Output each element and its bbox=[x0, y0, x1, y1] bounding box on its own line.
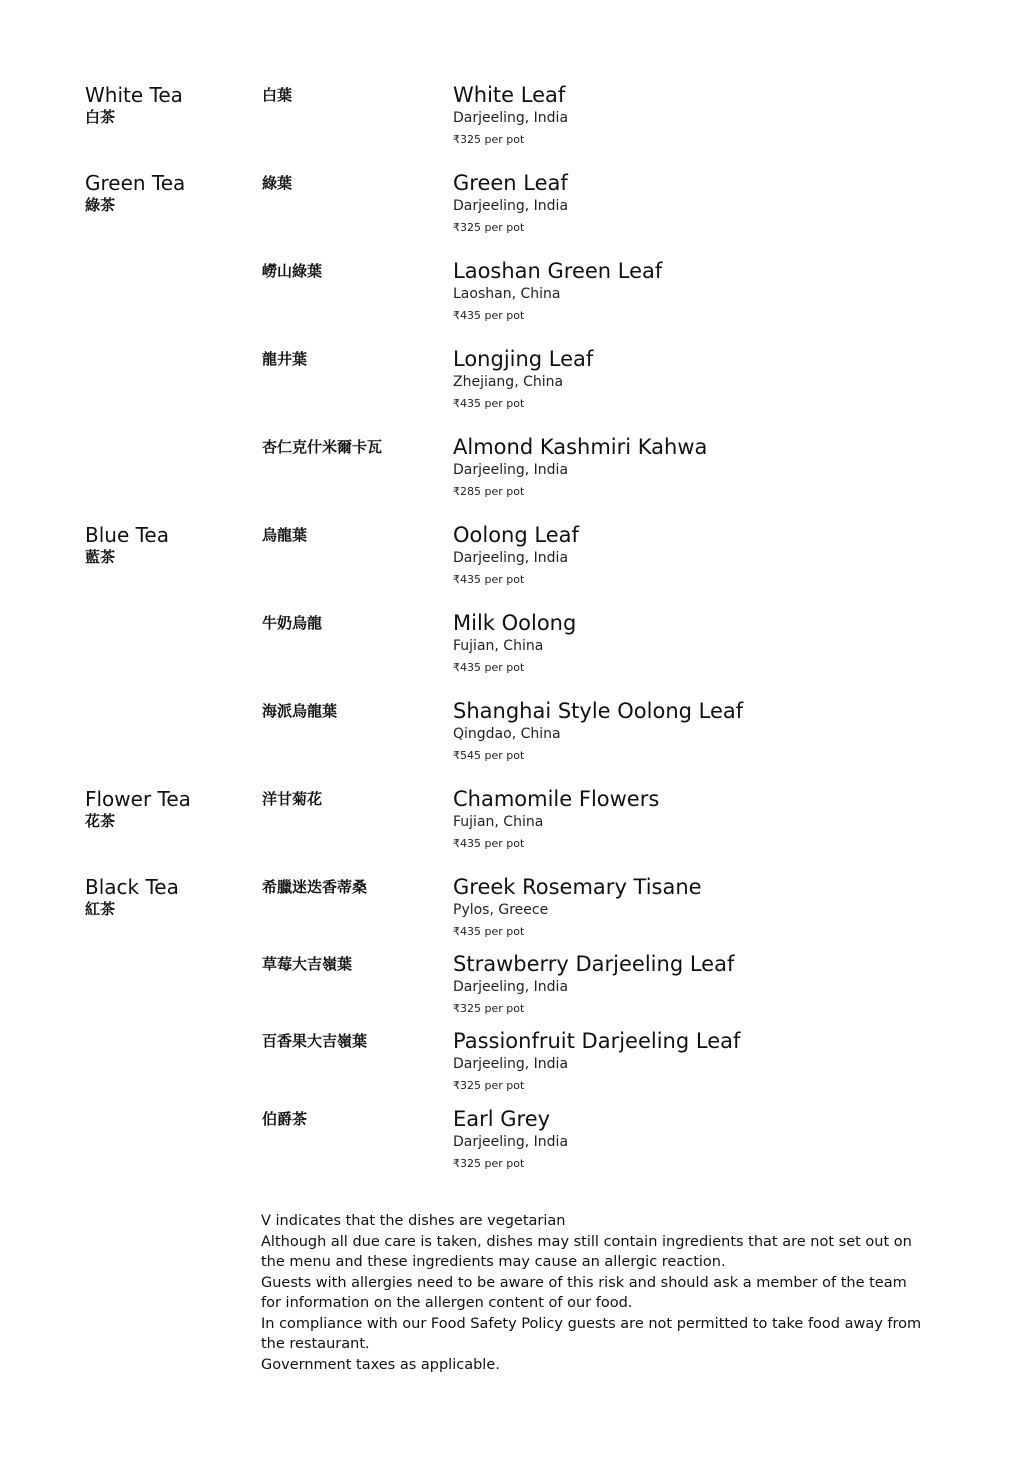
item-details bbox=[453, 952, 973, 1017]
category-chinese-name: 紅茶 bbox=[85, 900, 116, 918]
category-blue-tea bbox=[85, 523, 255, 567]
category-name: Blue Tea bbox=[85, 523, 169, 547]
item-price: ₹285 per pot bbox=[453, 485, 525, 498]
item-origin: Darjeeling, India bbox=[453, 110, 569, 126]
item-details bbox=[453, 875, 973, 940]
item-details bbox=[453, 611, 973, 676]
item-chinese-name: 草莓大吉嶺葉 bbox=[262, 955, 353, 973]
item-details bbox=[453, 1107, 973, 1172]
item-name: Longjing Leaf bbox=[453, 347, 594, 371]
category-chinese-name: 綠茶 bbox=[85, 196, 116, 214]
item-origin: Darjeeling, India bbox=[453, 462, 569, 478]
item-price: ₹435 per pot bbox=[453, 837, 525, 850]
item-origin: Fujian, China bbox=[453, 638, 544, 654]
item-chinese-name: 嶗山綠葉 bbox=[262, 262, 323, 280]
item-origin: Darjeeling, India bbox=[453, 550, 569, 566]
item-name: Strawberry Darjeeling Leaf bbox=[453, 952, 735, 976]
item-name: Shanghai Style Oolong Leaf bbox=[453, 699, 744, 723]
item-name: Earl Grey bbox=[453, 1107, 551, 1131]
item-origin: Darjeeling, India bbox=[453, 1134, 569, 1150]
item-chinese-name: 杏仁克什米爾卡瓦 bbox=[262, 438, 383, 456]
category-name: White Tea bbox=[85, 83, 183, 107]
item-price: ₹435 per pot bbox=[453, 397, 525, 410]
item-chinese-name: 洋甘菊花 bbox=[262, 790, 323, 808]
category-name: Black Tea bbox=[85, 875, 179, 899]
item-details bbox=[453, 523, 973, 588]
item-origin: Darjeeling, India bbox=[453, 198, 569, 214]
item-name: Laoshan Green Leaf bbox=[453, 259, 663, 283]
item-chinese-name: 百香果大吉嶺葉 bbox=[262, 1032, 368, 1050]
item-details bbox=[453, 171, 973, 236]
category-white-tea bbox=[85, 83, 255, 127]
item-details bbox=[453, 787, 973, 852]
item-origin: Darjeeling, India bbox=[453, 1056, 569, 1072]
item-name: Chamomile Flowers bbox=[453, 787, 660, 811]
category-name: Flower Tea bbox=[85, 787, 191, 811]
item-chinese-name: 白葉 bbox=[262, 86, 293, 104]
category-name: Green Tea bbox=[85, 171, 186, 195]
item-name: White Leaf bbox=[453, 83, 566, 107]
item-details bbox=[453, 347, 973, 412]
allergy-ingredient-note: Although all due care is taken, dishes may still contain ingredients that are not set out on the menu and these ingredients may cause an allergic reaction. bbox=[261, 1233, 912, 1270]
item-price: ₹325 per pot bbox=[453, 1002, 525, 1015]
item-name: Passionfruit Darjeeling Leaf bbox=[453, 1029, 741, 1053]
item-details bbox=[453, 699, 973, 764]
category-chinese-name: 白茶 bbox=[85, 108, 116, 126]
menu-footnotes bbox=[261, 1211, 931, 1375]
category-flower-tea bbox=[85, 787, 255, 831]
item-details bbox=[453, 435, 973, 500]
item-name: Milk Oolong bbox=[453, 611, 577, 635]
item-chinese-name: 烏龍葉 bbox=[262, 526, 308, 544]
item-origin: Darjeeling, India bbox=[453, 979, 569, 995]
category-chinese-name: 藍茶 bbox=[85, 548, 116, 566]
category-chinese-name: 花茶 bbox=[85, 812, 116, 830]
item-chinese-name: 海派烏龍葉 bbox=[262, 702, 338, 720]
vegetarian-note: V indicates that the dishes are vegetarian bbox=[261, 1213, 566, 1229]
item-price: ₹545 per pot bbox=[453, 749, 525, 762]
item-origin: Fujian, China bbox=[453, 814, 544, 830]
item-chinese-name: 綠葉 bbox=[262, 174, 293, 192]
item-name: Almond Kashmiri Kahwa bbox=[453, 435, 708, 459]
item-name: Oolong Leaf bbox=[453, 523, 579, 547]
item-price: ₹435 per pot bbox=[453, 309, 525, 322]
item-origin: Qingdao, China bbox=[453, 726, 561, 742]
item-chinese-name: 龍井葉 bbox=[262, 350, 308, 368]
item-details bbox=[453, 83, 973, 148]
item-price: ₹325 per pot bbox=[453, 221, 525, 234]
item-name: Green Leaf bbox=[453, 171, 568, 195]
item-details bbox=[453, 1029, 973, 1094]
food-safety-note: In compliance with our Food Safety Policy guests are not permitted to take food away from the restaurant. bbox=[261, 1315, 922, 1352]
item-price: ₹435 per pot bbox=[453, 661, 525, 674]
item-origin: Pylos, Greece bbox=[453, 902, 549, 918]
category-black-tea bbox=[85, 875, 255, 919]
category-green-tea bbox=[85, 171, 255, 215]
item-origin: Zhejiang, China bbox=[453, 374, 564, 390]
item-price: ₹435 per pot bbox=[453, 573, 525, 586]
taxes-note: Government taxes as applicable. bbox=[261, 1356, 500, 1373]
item-price: ₹435 per pot bbox=[453, 925, 525, 938]
item-origin: Laoshan, China bbox=[453, 286, 561, 302]
item-chinese-name: 伯爵茶 bbox=[262, 1110, 308, 1128]
item-price: ₹325 per pot bbox=[453, 1157, 525, 1170]
allergy-guest-note: Guests with allergies need to be aware of this risk and should ask a member of the team for information on the allergen content of our food. bbox=[261, 1274, 907, 1311]
item-details bbox=[453, 259, 973, 324]
item-name: Greek Rosemary Tisane bbox=[453, 875, 702, 899]
item-chinese-name: 希臘迷迭香蒂桑 bbox=[262, 878, 368, 896]
item-price: ₹325 per pot bbox=[453, 1079, 525, 1092]
item-price: ₹325 per pot bbox=[453, 133, 525, 146]
item-chinese-name: 牛奶烏龍 bbox=[262, 614, 323, 632]
